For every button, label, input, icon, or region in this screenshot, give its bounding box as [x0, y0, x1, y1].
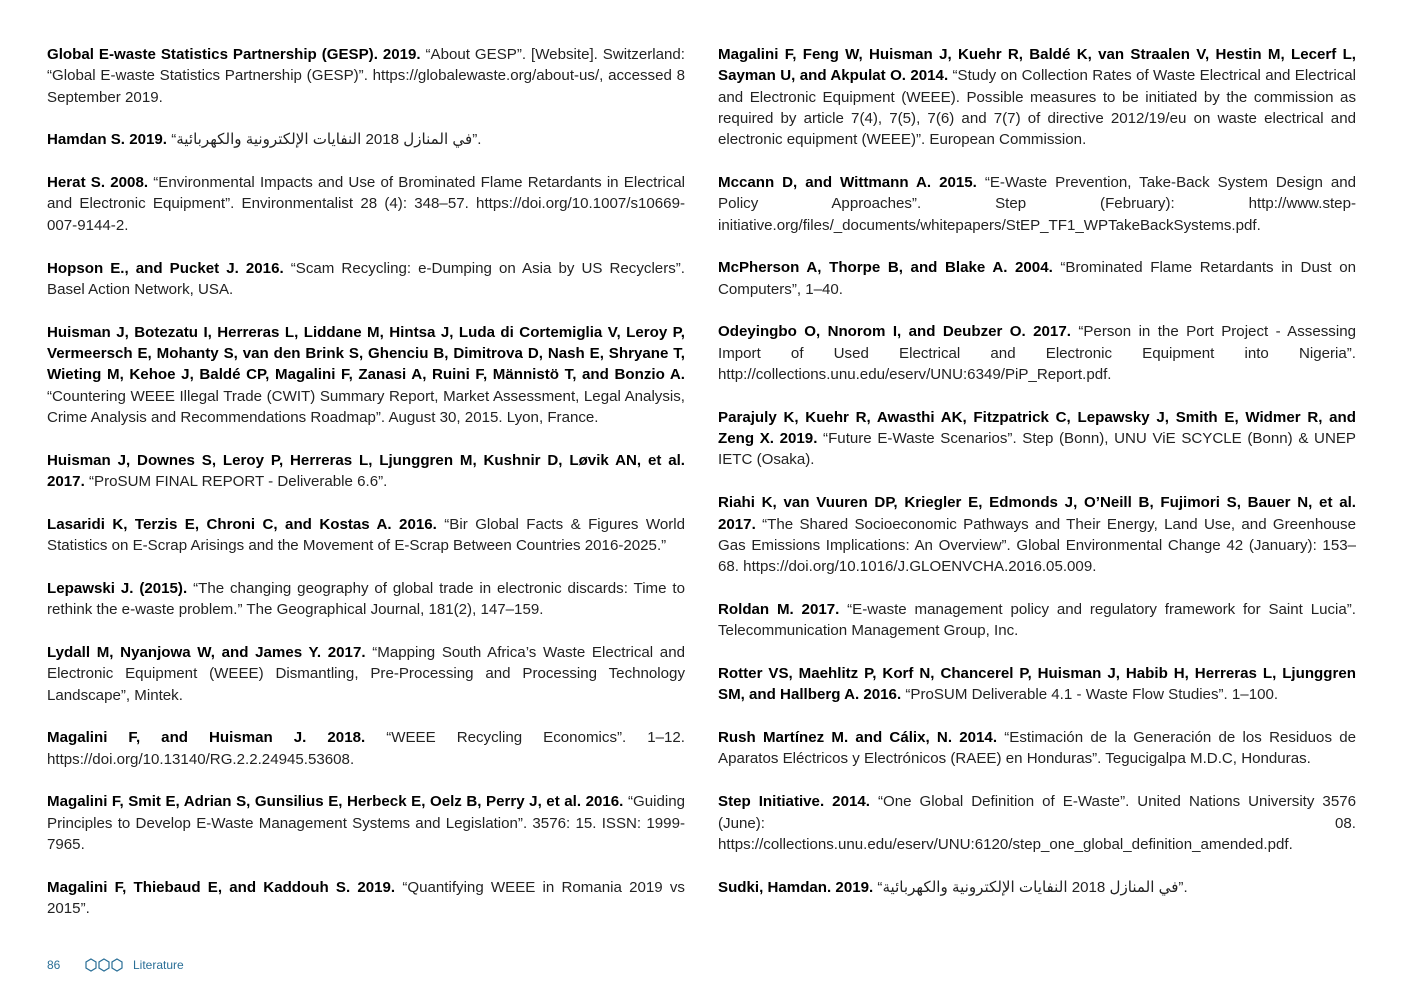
reference-authors: Huisman J, Botezatu I, Herreras L, Liddane M, Hintsa J, Luda di Cortemiglia V, Leroy P, Vermeersch E, Mohanty S, van den Brink S, Ghenciu B, Dimitrova D, Nash E, Shryane T, Wieting M, Kehoe J, Baldé CP, Magalini F, Zanasi A, Ruini F, Männistö T, and Bonzio A. — [47, 323, 685, 384]
reference-entry — [47, 129, 685, 150]
reference-authors: Magalini F, and Huisman J. 2018. — [47, 729, 366, 747]
reference-authors: Rush Martínez M. and Cálix, N. 2014. — [718, 729, 998, 747]
reference-details: “في المنازل 2018 النفايات الإلكترونية والكهربائية”. — [171, 131, 482, 149]
reference-details: “About GESP”. [Website]. Switzerland: “Global E-waste Statistics Partnership (GESP)”. https://globalewaste.org/about-us/, accessed 8 September 2019. — [47, 46, 685, 106]
reference-authors: Herat S. 2008. — [47, 174, 149, 192]
reference-authors: Global E-waste Statistics Partnership (GESP). 2019. — [47, 46, 421, 63]
reference-entry — [47, 791, 685, 855]
reference-entry — [718, 663, 1356, 706]
reference-entry — [718, 257, 1356, 300]
reference-details: “Bir Global Facts & Figures World Statistics on E-Scrap Arisings and the Movement of E-Scrap Between Countries 2016-2025.” — [47, 515, 685, 555]
reference-authors: Lasaridi K, Terzis E, Chroni C, and Kostas A. 2016. — [47, 515, 437, 533]
reference-details: “E-waste management policy and regulatory framework for Saint Lucia”. Telecommunication Management Group, Inc. — [718, 600, 1356, 640]
reference-authors: McPherson A, Thorpe B, and Blake A. 2004. — [718, 259, 1053, 277]
reference-details: “ProSUM FINAL REPORT - Deliverable 6.6”. — [88, 472, 388, 490]
reference-entry — [718, 172, 1356, 236]
reference-authors: Hopson E., and Pucket J. 2016. — [47, 259, 284, 277]
reference-entry — [47, 172, 685, 236]
reference-authors: Riahi K, van Vuuren DP, Kriegler E, Edmonds J, O’Neill B, Fujimori S, Bauer N, et al. 2017. — [718, 494, 1356, 533]
reference-entry — [47, 727, 685, 770]
reference-entry — [718, 877, 1356, 898]
reference-details: “E-Waste Prevention, Take-Back System Design and Policy Approaches”. Step (February): http://www.step-initiative.org/files/_documents/whitepapers/StEP_TF1_WPTakeBackSystems.pdf. — [718, 173, 1356, 234]
reference-authors: Huisman J, Downes S, Leroy P, Herreras L, Ljunggren M, Kushnir D, Løvik AN, et al. 2017. — [47, 451, 685, 490]
reference-details: “Brominated Flame Retardants in Dust on Computers”, 1–40. — [718, 259, 1356, 298]
reference-details: “Scam Recycling: e-Dumping on Asia by US Recyclers”. Basel Action Network, USA. — [47, 259, 685, 298]
reference-authors: Magalini F, Feng W, Huisman J, Kuehr R, Baldé K, van Straalen V, Hestin M, Lecerf L, Sayman U, and Akpulat O. 2014. — [718, 46, 1356, 85]
reference-entry — [47, 450, 685, 493]
reference-details: “Countering WEEE Illegal Trade (CWIT) Summary Report, Market Assessment, Legal Analysis, Crime Analysis and Recommendations Roadmap”. August 30, 2015. Lyon, France. — [47, 387, 685, 426]
reference-details: “Estimación de la Generación de los Residuos de Aparatos Eléctricos y Electrónicos (RAEE) en Honduras”. Tegucigalpa M.D.C, Honduras. — [718, 729, 1356, 768]
reference-entry — [47, 578, 685, 621]
reference-entry — [718, 727, 1356, 770]
reference-entry — [718, 599, 1356, 642]
reference-details: “Mapping South Africa’s Waste Electrical and Electronic Equipment (WEEE) Dismantling, Pre-Processing and Processing Technology Landscape”, Mintek. — [47, 643, 685, 704]
reference-authors: Mccann D, and Wittmann A. 2015. — [718, 173, 977, 191]
reference-authors: Magalini F, Smit E, Adrian S, Gunsilius E, Herbeck E, Oelz B, Perry J, et al. 2016. — [47, 793, 624, 811]
reference-authors: Lepawski J. (2015). — [47, 579, 188, 597]
reference-details: “One Global Definition of E-Waste”. United Nations University 3576 (June): 08. https://collections.unu.edu/eserv/UNU:6120/step_one_global_definition_amended.pdf. — [718, 793, 1357, 853]
reference-details: “WEEE Recycling Economics”. 1–12. https://doi.org/10.13140/RG.2.2.24945.53608. — [47, 729, 686, 768]
right-column — [718, 44, 1356, 919]
reference-entry — [718, 791, 1356, 855]
reference-details: “The changing geography of global trade in electronic discards: Time to rethink the e-waste problem.” The Geographical Journal, 181(2), 147–159. — [47, 579, 685, 619]
left-column — [47, 44, 685, 941]
reference-details: “Guiding Principles to Develop E-Waste Management Systems and Legislation”. 3576: 15. ISSN: 1999-7965. — [47, 793, 686, 854]
reference-entry — [718, 44, 1356, 150]
reference-entry — [47, 44, 685, 108]
reference-entry — [47, 322, 685, 428]
reference-authors: Lydall M, Nyanjowa W, and James Y. 2017. — [47, 643, 366, 661]
reference-details: “Study on Collection Rates of Waste Electrical and Electrical and Electronic Equipment (WEEE). Possible measures to be initiated by the commission as required by article 7(4), 7(5), 7(6) and 7(7) of directive 2012/19/eu on waste electrical and electronic equipment (WEEE)”. European Commission. — [718, 67, 1356, 149]
reference-details: “The Shared Socioeconomic Pathways and Their Energy, Land Use, and Greenhouse Gas Emissions Implications: An Overview”. Global Environmental Change 42 (January): 153–68. https://doi.org/10.1016/J.GLOENVCHA.2016.05.009. — [718, 515, 1356, 576]
reference-authors: Parajuly K, Kuehr R, Awasthi AK, Fitzpatrick C, Lepawsky J, Smith E, Widmer R, and Zeng X. 2019. — [718, 408, 1356, 448]
reference-details: “ProSUM Deliverable 4.1 - Waste Flow Studies”. 1–100. — [905, 686, 1279, 704]
reference-details: “Future E-Waste Scenarios”. Step (Bonn), UNU ViE SCYCLE (Bonn) & UNEP IETC (Osaka). — [718, 430, 1356, 469]
reference-authors: Magalini F, Thiebaud E, and Kaddouh S. 2019. — [47, 878, 396, 896]
reference-details: “Quantifying WEEE in Romania 2019 vs 2015”. — [47, 878, 685, 918]
reference-entry — [718, 407, 1356, 471]
section-label: Literature — [133, 958, 184, 972]
reference-entry — [718, 492, 1356, 577]
reference-authors: Odeyingbo O, Nnorom I, and Deubzer O. 2017. — [718, 323, 1071, 341]
reference-authors: Step Initiative. 2014. — [718, 793, 870, 811]
page-number: 86 — [47, 958, 61, 972]
reference-details: “في المنازل 2018 النفايات الإلكترونية والكهربائية”. — [877, 878, 1188, 896]
reference-entry — [47, 514, 685, 557]
reference-entry — [47, 877, 685, 920]
three-hexagons-icon — [85, 958, 125, 972]
reference-authors: Sudki, Hamdan. 2019. — [718, 878, 874, 896]
reference-entry — [47, 642, 685, 706]
page-footer — [47, 956, 184, 974]
reference-details: “Person in the Port Project - Assessing Import of Used Electrical and Electronic Equipment into Nigeria”. http://collections.unu.edu/eserv/UNU:6349/PiP_Report.pdf. — [718, 323, 1356, 384]
reference-authors: Rotter VS, Maehlitz P, Korf N, Chancerel P, Huisman J, Habib H, Herreras L, Ljunggren SM, and Hallberg A. 2016. — [718, 665, 1356, 704]
reference-authors: Roldan M. 2017. — [718, 600, 840, 618]
reference-entry — [718, 321, 1356, 385]
reference-authors: Hamdan S. 2019. — [47, 131, 167, 149]
reference-details: “Environmental Impacts and Use of Brominated Flame Retardants in Electrical and Electronic Equipment”. Environmentalist 28 (4): 348–57. https://doi.org/10.1007/s10669-007-9144-2. — [47, 174, 686, 234]
reference-entry — [47, 258, 685, 301]
